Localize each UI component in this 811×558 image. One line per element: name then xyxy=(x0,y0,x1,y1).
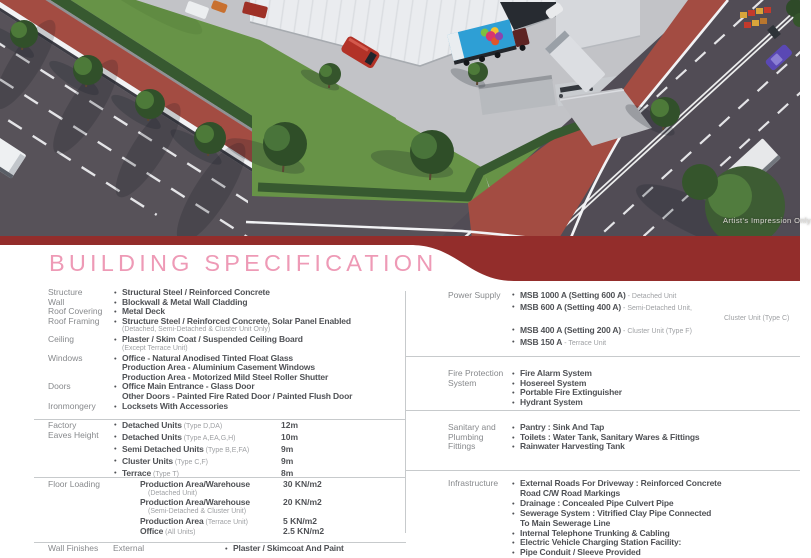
spec-block-floor-loading xyxy=(48,480,420,538)
spec-row xyxy=(48,432,420,444)
spec-text: Detached Units xyxy=(122,432,182,442)
spec-text: Pantry : Sink And Tap xyxy=(520,422,605,432)
spec-row xyxy=(448,369,800,379)
spec-row-content xyxy=(140,527,420,538)
spec-row-content xyxy=(114,456,420,468)
spec-row xyxy=(448,479,800,499)
spec-label: Fire Protection xyxy=(448,368,504,378)
spec-text: Electric Vehicle Charging Station Facility: xyxy=(520,537,682,548)
spec-line xyxy=(114,444,420,456)
spec-text: Toilets : Water Tank, Sanitary Wares & Fittings xyxy=(520,431,700,442)
spec-note: (Terrace Unit) xyxy=(203,518,248,526)
spec-note: (Type D,DA) xyxy=(181,423,223,430)
separator xyxy=(405,410,800,411)
spec-text: Structure Steel / Reinforced Concrete, Solar Panel Enabled xyxy=(122,315,351,326)
spec-row xyxy=(448,398,800,408)
spec-note: - Terrace Unit xyxy=(562,339,607,347)
spec-label: Ironmongery xyxy=(48,400,96,411)
spec-row-content xyxy=(140,480,420,498)
spec-line xyxy=(140,498,420,508)
spec-text: MSB 600 A (Setting 400 A) xyxy=(520,302,622,313)
spec-block-wall-finishes xyxy=(48,544,420,554)
spec-text: Internal Telephone Trunking & Cabling xyxy=(520,527,670,538)
bullet-icon: • xyxy=(512,397,515,407)
spec-label: Infrastructure xyxy=(448,478,499,488)
spec-row xyxy=(48,527,420,538)
spec-value: 2.5 KN/m2 xyxy=(283,526,325,537)
spec-line xyxy=(114,420,420,432)
spec-text: Detached Units xyxy=(122,420,182,430)
spec-text: Locksets With Accessories xyxy=(122,400,228,411)
spec-row-content xyxy=(512,509,800,529)
spec-text: Office Main Entrance - Glass Door xyxy=(122,381,255,392)
spec-value: 9m xyxy=(281,456,294,466)
spec-label: Wall xyxy=(48,296,65,307)
spec-line xyxy=(114,432,420,444)
bullet-icon: • xyxy=(512,336,515,346)
spec-text: Pipe Conduit / Sleeve Provided xyxy=(520,547,641,558)
spec-value: 30 KN/m2 xyxy=(283,479,322,489)
spec-text: Production Area - Aluminium Casement Windows xyxy=(122,362,315,373)
spec-value: 10m xyxy=(281,432,299,442)
spec-row xyxy=(448,325,800,337)
spec-text: Portable Fire Extinguisher xyxy=(520,387,622,398)
spec-note: (Type T) xyxy=(151,471,179,478)
spec-row xyxy=(48,480,420,498)
spec-value: 20 KN/m2 xyxy=(283,497,322,508)
bullet-icon: • xyxy=(225,544,228,553)
spec-label: Ceiling xyxy=(48,334,74,345)
spec-note: (Except Terrace Unit) xyxy=(122,344,188,352)
spec-row-content xyxy=(512,337,800,349)
bullet-icon: • xyxy=(512,432,515,442)
spec-text: Terrace xyxy=(122,468,152,478)
spec-note: - Detached Unit xyxy=(625,293,677,300)
spec-row xyxy=(48,420,420,432)
spec-text: Office - Natural Anodised Tinted Float Glass xyxy=(122,352,293,363)
spec-line xyxy=(512,290,800,302)
bullet-icon: • xyxy=(512,528,515,538)
spec-text: Drainage : Concealed Pipe Culvert Pipe xyxy=(520,497,674,508)
bullet-icon: • xyxy=(512,538,515,548)
bullet-icon: • xyxy=(512,548,515,558)
spec-row-content xyxy=(225,544,420,554)
spec-row-content xyxy=(512,442,800,452)
bullet-icon: • xyxy=(512,378,515,388)
spec-label: Windows xyxy=(48,352,83,363)
bullet-icon: • xyxy=(512,442,515,452)
spec-line xyxy=(512,302,800,314)
spec-label: System xyxy=(448,377,477,388)
spec-row xyxy=(448,290,800,302)
spec-text: Plaster / Skimcoat And Paint xyxy=(233,543,344,553)
spec-text: Production Area - Motorized Mild Steel Roller Shutter xyxy=(122,371,329,382)
spec-block-infrastructure xyxy=(448,479,800,558)
spec-row xyxy=(448,302,800,324)
spec-note: (Type B,E,FA) xyxy=(203,447,250,454)
bullet-icon: • xyxy=(512,324,515,334)
spec-value: 9m xyxy=(281,444,294,454)
bullet-icon: • xyxy=(512,508,515,518)
spec-block-sanitary-plumbing xyxy=(448,423,800,452)
spec-line xyxy=(225,544,420,554)
page-title: BUILDING SPECIFICATION xyxy=(49,250,438,276)
spec-note: (Semi-Detached & Cluster Unit) xyxy=(148,507,247,515)
spec-row-content xyxy=(114,382,420,401)
bullet-icon: • xyxy=(114,456,117,465)
spec-value: 5 KN/m2 xyxy=(283,515,318,526)
spec-line xyxy=(114,317,420,327)
spec-row-content xyxy=(114,432,420,444)
spec-note: (Detached Unit) xyxy=(148,489,198,497)
spec-text: Hosereel System xyxy=(520,377,587,388)
spec-row-content xyxy=(114,444,420,456)
spec-label: Fittings xyxy=(448,441,476,452)
spec-note: (Detached, Semi-Detached & Cluster Unit Only) xyxy=(122,326,271,334)
spec-row xyxy=(448,379,800,389)
bullet-icon: • xyxy=(512,479,515,488)
spec-text: External Roads For Driveway : Reinforced Concrete xyxy=(520,478,722,488)
spec-row xyxy=(48,517,420,528)
spec-row-content xyxy=(114,402,420,412)
spec-label: Wall Finishes xyxy=(48,543,99,553)
spec-value: 12m xyxy=(281,420,299,430)
separator xyxy=(405,356,800,357)
spec-row xyxy=(448,509,800,529)
bullet-icon: • xyxy=(512,498,515,508)
spec-line xyxy=(512,548,800,558)
spec-text: Other Doors - Painted Fire Rated Door / Painted Flush Door xyxy=(122,390,353,401)
bullet-icon: • xyxy=(114,444,117,453)
spec-row xyxy=(448,337,800,349)
bullet-icon: • xyxy=(114,307,117,317)
spec-label: Plumbing xyxy=(448,431,484,442)
artist-impression-caption: Artist's Impression Only xyxy=(723,216,811,225)
spec-text: MSB 150 A xyxy=(520,336,563,347)
spec-row-content xyxy=(140,498,420,516)
spec-row xyxy=(448,548,800,558)
spec-line xyxy=(512,325,800,337)
spec-row xyxy=(48,354,420,383)
spec-value: 8m xyxy=(281,468,294,478)
spec-label: Doors xyxy=(48,381,71,392)
spec-row-content xyxy=(512,325,800,337)
bullet-icon: • xyxy=(114,420,117,429)
spec-note: (Type A,EA,G,H) xyxy=(181,435,236,442)
bullet-icon: • xyxy=(512,290,515,299)
spec-row-content xyxy=(114,420,420,432)
spec-row xyxy=(48,402,420,412)
spec-row xyxy=(48,298,420,308)
spec-text: Blockwall & Metal Wall Cladding xyxy=(122,296,248,307)
spec-block-eaves-height xyxy=(48,420,420,480)
spec-note: (Type C,F) xyxy=(172,459,208,466)
spec-line xyxy=(512,442,800,452)
spec-text: MSB 1000 A (Setting 600 A) xyxy=(520,290,626,300)
bullet-icon: • xyxy=(512,302,515,312)
spec-text: Office xyxy=(140,526,164,537)
bullet-icon: • xyxy=(114,316,117,326)
separator xyxy=(405,470,800,471)
spec-label: Power Supply xyxy=(448,290,501,300)
spec-block-fire-protection xyxy=(448,369,800,407)
spec-label: Roof Covering xyxy=(48,306,103,317)
spec-row xyxy=(48,317,420,335)
bullet-icon: • xyxy=(114,401,117,411)
spec-row-content xyxy=(114,335,420,353)
spec-row-content xyxy=(512,398,800,408)
spec-line xyxy=(140,527,420,538)
bullet-icon: • xyxy=(512,369,515,378)
spec-row xyxy=(48,335,420,353)
spec-text: To Main Sewerage Line xyxy=(520,517,611,528)
spec-row xyxy=(48,382,420,401)
bullet-icon: • xyxy=(512,423,515,432)
spec-row xyxy=(48,544,420,554)
bullet-icon: • xyxy=(114,335,117,345)
spec-note: - Cluster Unit (Type F) xyxy=(621,327,692,335)
bullet-icon: • xyxy=(114,468,117,477)
spec-row-content xyxy=(114,317,420,335)
spec-text: Cluster Units xyxy=(122,456,173,466)
spec-row-content xyxy=(512,479,800,499)
spec-text: Structural Steel / Reinforced Concrete xyxy=(122,287,270,297)
bullet-icon: • xyxy=(114,382,117,392)
spec-note: - Semi-Detached Unit, xyxy=(621,305,692,313)
spec-text: Production Area/Warehouse xyxy=(140,497,250,508)
spec-row-content xyxy=(512,302,800,324)
spec-text: Road C/W Road Markings xyxy=(520,487,621,498)
spec-text: MSB 400 A (Setting 200 A) xyxy=(520,324,622,335)
spec-label: Roof Framing xyxy=(48,315,100,326)
spec-text: Metal Deck xyxy=(122,306,165,317)
bullet-icon: • xyxy=(114,353,117,363)
spec-text: Production Area/Warehouse xyxy=(140,479,250,489)
bullet-icon: • xyxy=(114,432,117,441)
spec-row xyxy=(48,498,420,516)
spec-row xyxy=(48,444,420,456)
spec-note: (All Units) xyxy=(163,529,196,537)
spec-line xyxy=(512,398,800,408)
spec-line xyxy=(140,517,420,528)
spec-label: Sanitary and xyxy=(448,422,496,432)
bullet-icon: • xyxy=(512,388,515,398)
spec-text: Hydrant System xyxy=(520,396,583,407)
spec-row-content xyxy=(512,548,800,558)
spec-label: Structure xyxy=(48,287,83,297)
spec-line xyxy=(114,335,420,345)
spec-label: Eaves Height xyxy=(48,430,99,440)
spec-label: Factory xyxy=(48,420,77,430)
spec-line xyxy=(512,337,800,349)
spec-text: Production Area xyxy=(140,515,204,526)
spec-sublabel: External xyxy=(113,543,145,553)
spec-note: Cluster Unit (Type C) xyxy=(724,315,790,323)
spec-row xyxy=(448,442,800,452)
spec-line xyxy=(114,456,420,468)
bullet-icon: • xyxy=(114,297,117,307)
spec-label: Floor Loading xyxy=(48,479,100,489)
spec-text: Sewerage System : Vitrified Clay Pipe Connected xyxy=(520,507,712,518)
spec-text: Fire Alarm System xyxy=(520,368,592,378)
spec-row-content xyxy=(114,354,420,383)
spec-text: Plaster / Skim Coat / Suspended Ceiling Board xyxy=(122,334,303,345)
spec-text: Semi Detached Units xyxy=(122,444,204,454)
spec-line xyxy=(140,480,420,490)
spec-row xyxy=(48,456,420,468)
spec-row-content xyxy=(140,517,420,528)
spec-row xyxy=(448,388,800,398)
spec-row-content xyxy=(512,290,800,302)
bullet-icon: • xyxy=(114,288,117,297)
spec-line xyxy=(114,402,420,412)
spec-block-structure xyxy=(48,288,420,411)
spec-text: Rainwater Harvesting Tank xyxy=(520,441,625,452)
spec-block-power-supply xyxy=(448,290,800,349)
